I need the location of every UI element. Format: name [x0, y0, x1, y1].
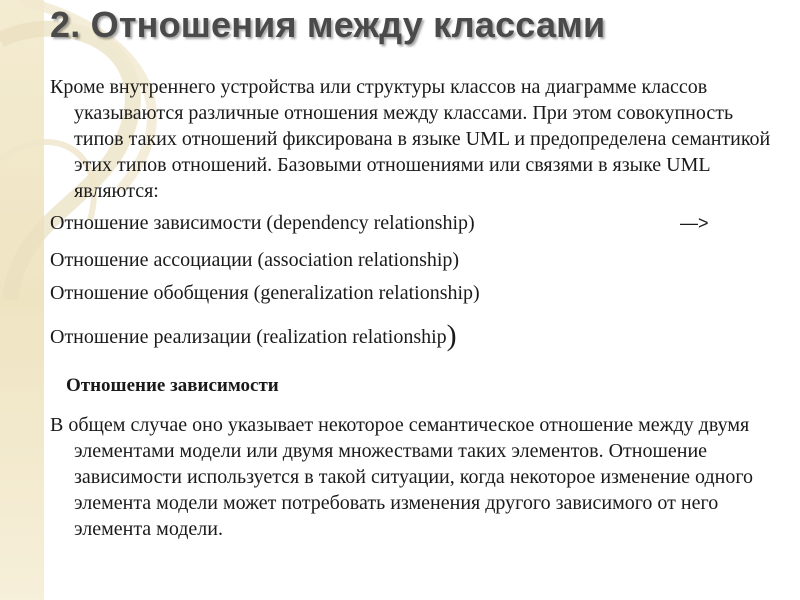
relation-realization-text: Отношение реализации (realization relationship — [50, 326, 447, 348]
slide-title: 2. Отношения между классами — [50, 4, 606, 45]
relation-dependency: Отношение зависимости (dependency relationship) — [50, 212, 475, 234]
dependency-subheading: Отношение зависимости — [66, 375, 279, 396]
dependency-description: В общем случае оно указывает некоторое семантическое отношение между двумя элементами модели или двумя множествами таких элементов. Отношение зависимости используется в такой ситуации, когда некоторое изменение одного элемента модели может потребовать изменения другого зависимого от него элемента модели. — [50, 414, 754, 540]
closing-paren: ) — [446, 319, 457, 352]
relation-generalization: Отношение обобщения (generalization relationship) — [50, 282, 480, 304]
relation-realization — [50, 319, 457, 352]
decorative-left-band — [0, 0, 44, 600]
intro-paragraph: Кроме внутреннего устройства или структуры классов на диаграмме классов указываются различные отношения между классами. При этом совокупность типов таких отношений фиксирована в языке UML и предопределена семантикой этих типов отношений. Базовыми отношениями или связями в языке UML являются: — [50, 76, 771, 202]
dependency-arrow: —> — [680, 213, 709, 233]
relation-association: Отношение ассоциации (association relationship) — [50, 249, 460, 271]
